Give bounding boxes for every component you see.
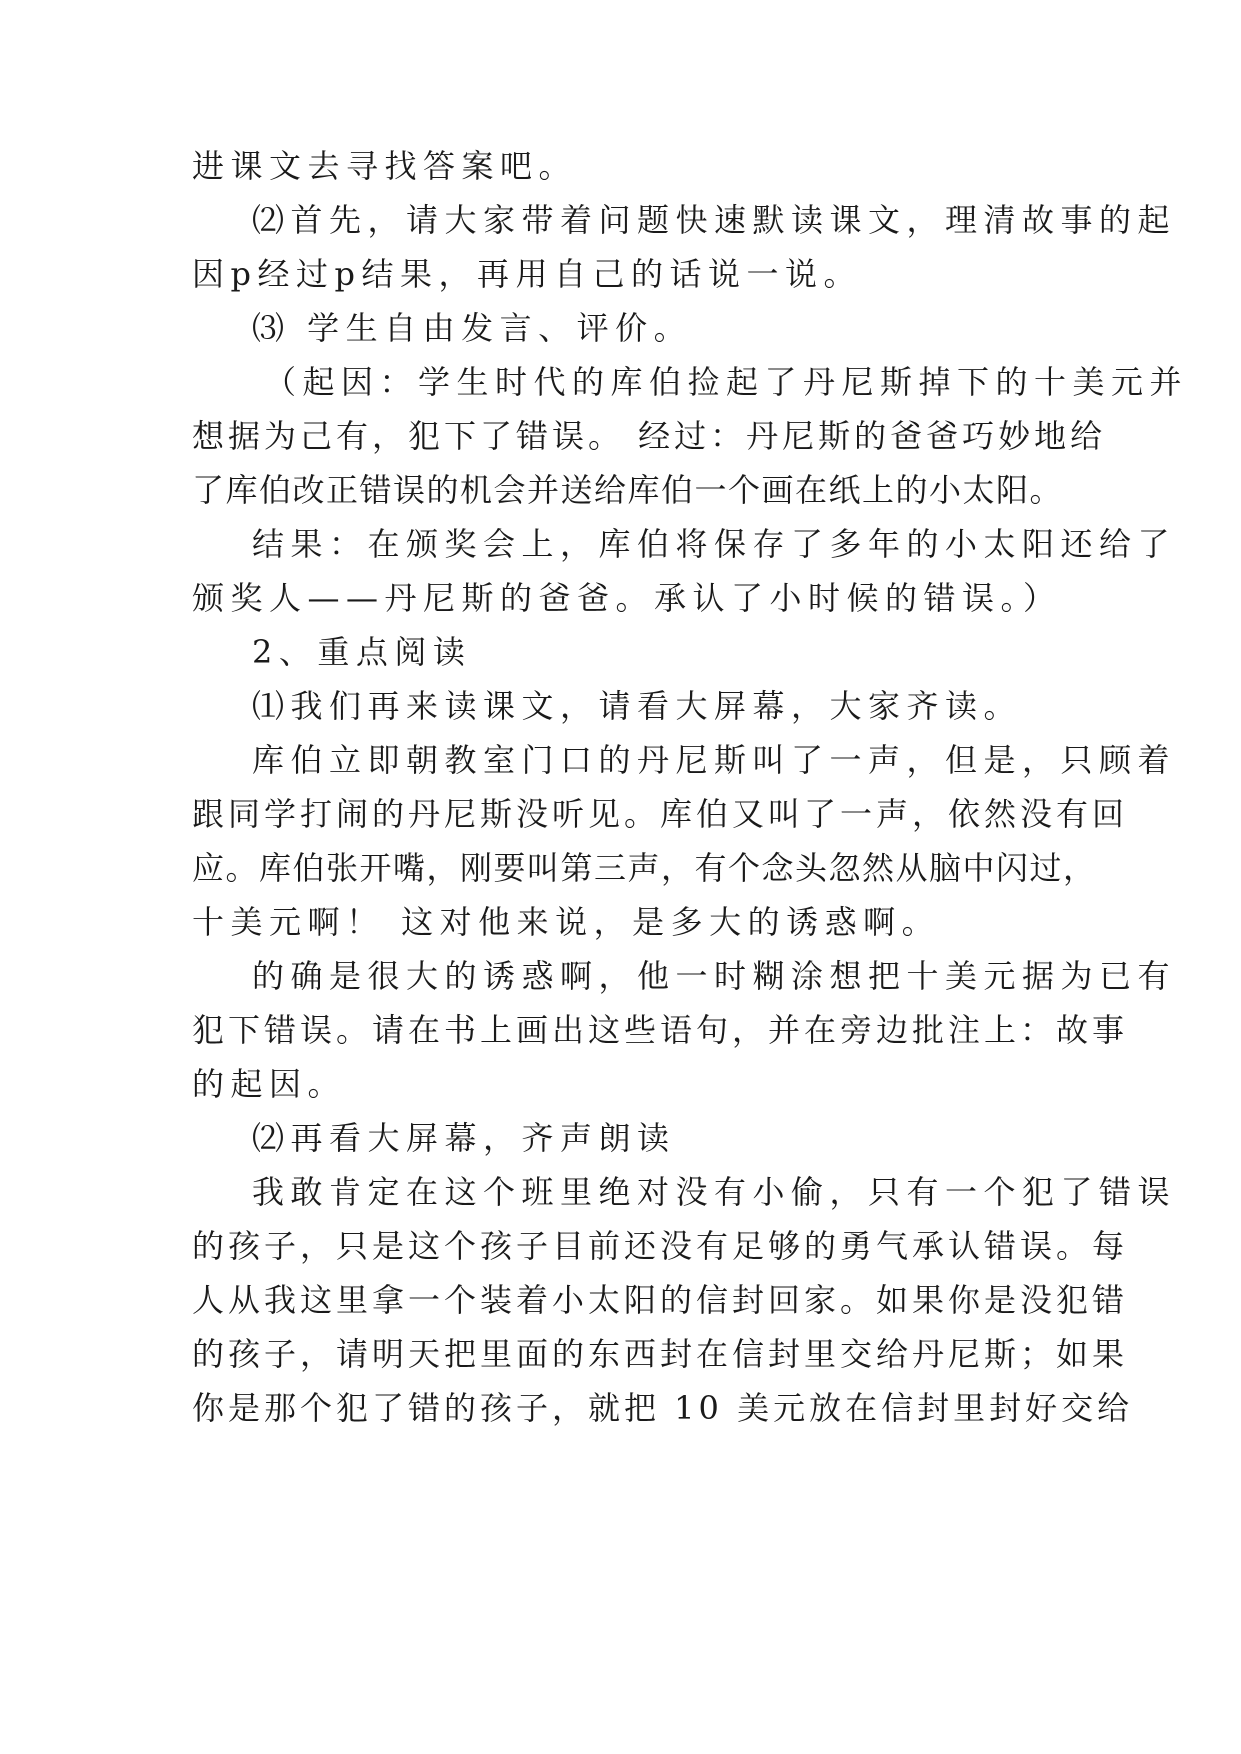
text-line: 人从我这里拿一个装着小太阳的信封回家。如果你是没犯错: [192, 1281, 1129, 1319]
text-line: 我敢肯定在这个班里绝对没有小偷，只有一个犯了错误: [252, 1173, 1177, 1211]
text-line: 的确是很大的诱惑啊，他一时糊涂想把十美元据为已有: [252, 957, 1177, 995]
text-line: 应。库伯张开嘴，刚要叫第三声，有个念头忽然从脑中闪过，: [192, 849, 1097, 887]
text-line: 的孩子，只是这个孩子目前还没有足够的勇气承认错误。每: [192, 1227, 1129, 1265]
text-line: 的孩子，请明天把里面的东西封在信封里交给丹尼斯；如果: [192, 1335, 1129, 1373]
text-line: 跟同学打闹的丹尼斯没听见。库伯又叫了一声，依然没有回: [192, 795, 1129, 833]
text-line: 颁奖人——丹尼斯的爸爸。承认了小时候的错误。）: [192, 579, 1062, 617]
text-line: ⑴我们再来读课文，请看大屏幕，大家齐读。: [252, 687, 1023, 725]
text-line: 进课文去寻找答案吧。: [192, 147, 578, 185]
text-line: 结果：在颁奖会上，库伯将保存了多年的小太阳还给了: [252, 525, 1177, 563]
text-line: 想据为己有，犯下了错误。 经过：丹尼斯的爸爸巧妙地给: [192, 417, 1107, 455]
text-line: 库伯立即朝教室门口的丹尼斯叫了一声，但是，只顾着: [252, 741, 1177, 779]
text-line: ⑵首先，请大家带着问题快速默读课文，理清故事的起: [252, 201, 1177, 239]
text-line: 的起因。: [192, 1065, 347, 1103]
section-heading: 2、重点阅读: [252, 633, 472, 671]
text-line: 犯下错误。请在书上画出这些语句，并在旁边批注上：故事: [192, 1011, 1129, 1049]
text-line: （起因：学生时代的库伯捡起了丹尼斯掉下的十美元并: [264, 363, 1189, 401]
text-line: 了库伯改正错误的机会并送给库伯一个画在纸上的小太阳。: [192, 471, 1064, 509]
text-line: 因p经过p结果，再用自己的话说一说。: [192, 255, 862, 293]
text-line: 你是那个犯了错的孩子，就把 10 美元放在信封里封好交给: [192, 1389, 1134, 1427]
text-line: ⑵再看大屏幕，齐声朗读: [252, 1119, 676, 1157]
text-line: 十美元啊！ 这对他来说，是多大的诱惑啊。: [192, 903, 941, 941]
text-line: ⑶ 学生自由发言、评价。: [252, 309, 693, 347]
